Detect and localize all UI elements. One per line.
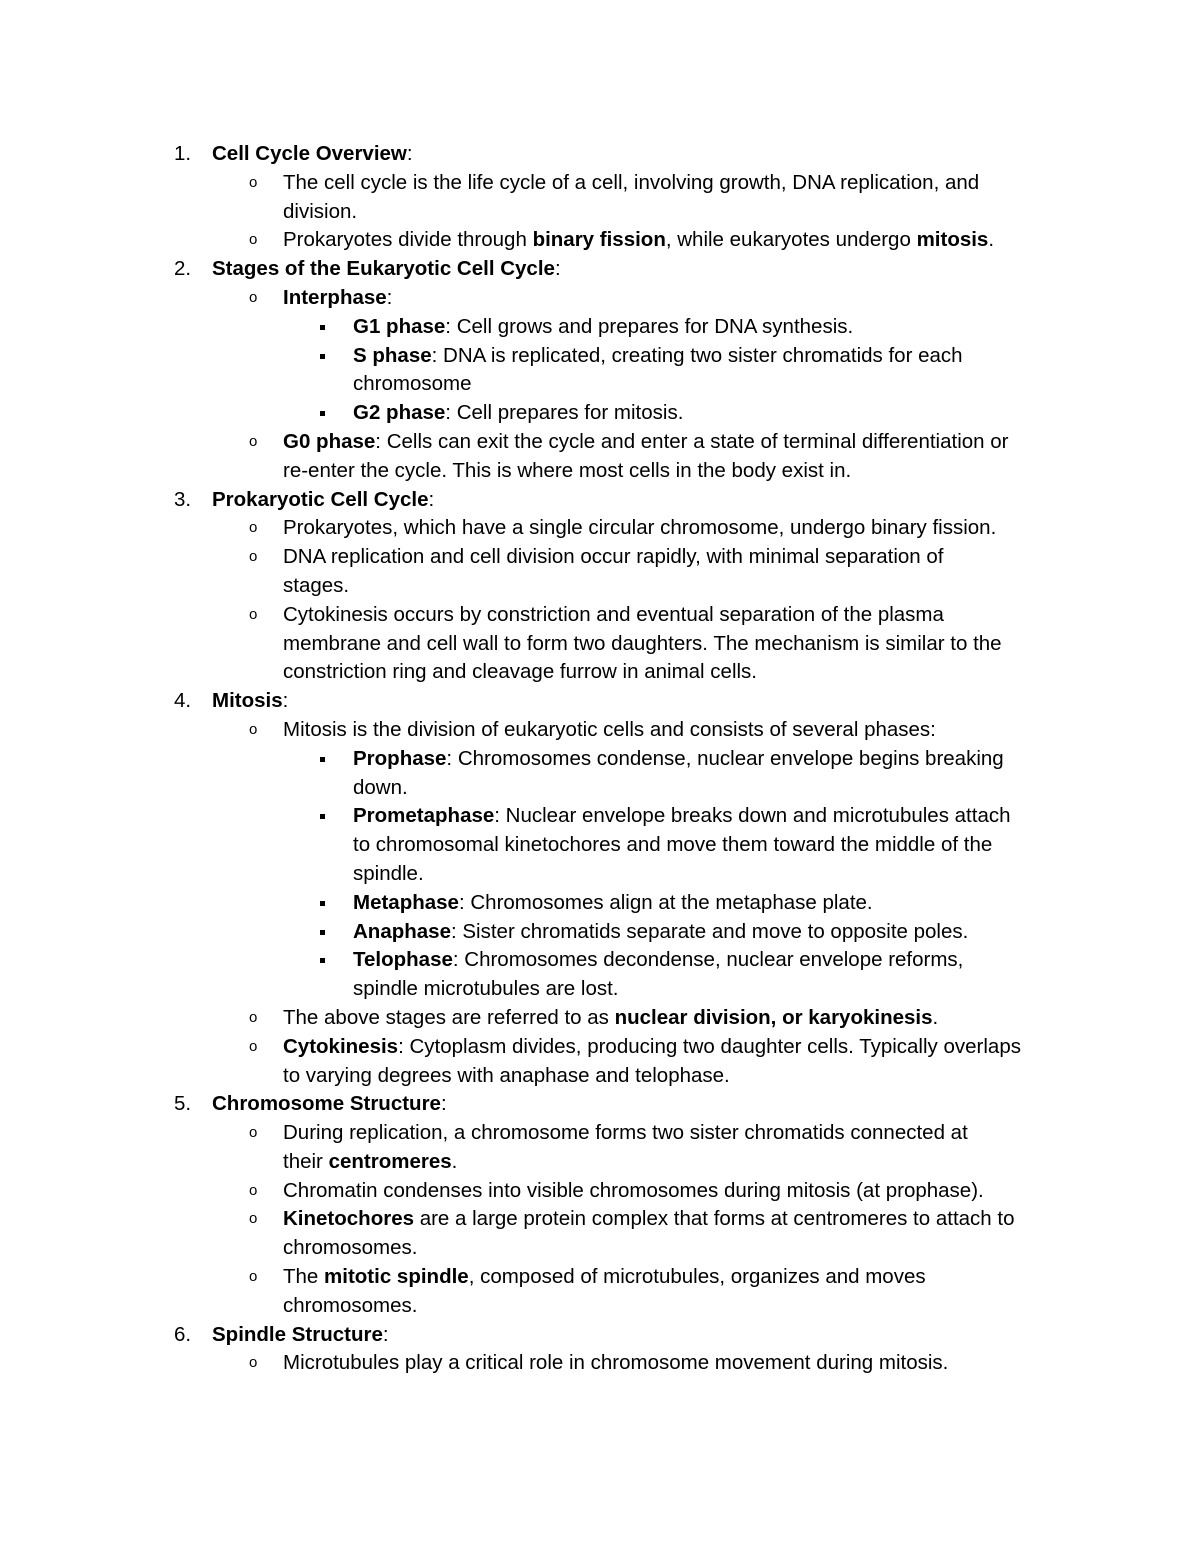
text-line <box>0 601 1200 630</box>
bullet-marker-o: o <box>249 432 258 450</box>
text-run: Microtubules play a critical role in chromosome movement during mitosis. <box>283 1351 949 1375</box>
document-page <box>0 140 1200 1378</box>
section-number: 5. <box>174 1092 192 1116</box>
line-text <box>283 1119 968 1148</box>
line-text <box>283 284 392 313</box>
line-text <box>283 716 936 745</box>
bold-term: Prometaphase <box>353 804 495 828</box>
bullet-marker-o: o <box>249 1037 258 1055</box>
line-text <box>283 543 943 572</box>
section-number: 2. <box>174 257 192 281</box>
section-title-wrap <box>212 687 288 716</box>
line-text <box>283 601 944 630</box>
text-line <box>0 1349 1200 1378</box>
text-run: The above stages are referred to as <box>283 1005 615 1029</box>
text-run: are a large protein complex that forms at centromeres to attach to <box>414 1207 1015 1231</box>
line-text <box>283 1349 948 1378</box>
text-run: : Cell grows and prepares for DNA synthesis. <box>445 314 854 338</box>
text-run: . <box>932 1005 939 1029</box>
text-run: Prokaryotes divide through <box>283 228 533 252</box>
section-heading <box>0 687 1200 716</box>
text-line <box>0 802 1200 831</box>
text-line <box>0 1148 1200 1177</box>
line-text <box>283 514 996 543</box>
text-run: : Cell prepares for mitosis. <box>445 401 684 425</box>
line-text <box>283 1205 1015 1234</box>
text-line <box>0 831 1200 860</box>
line-text <box>283 1263 926 1292</box>
text-run: : Chromosomes decondense, nuclear envelope reforms, <box>452 948 964 972</box>
line-text <box>353 774 408 803</box>
text-run: : Chromosomes align at the metaphase plate. <box>458 890 873 914</box>
line-text <box>283 169 979 198</box>
section-colon: : <box>406 142 413 165</box>
text-run: During replication, a chromosome forms two sister chromatids connected at <box>283 1121 968 1145</box>
text-run: constriction ring and cleavage furrow in animal cells. <box>283 660 758 684</box>
bold-term: Kinetochores <box>283 1207 414 1231</box>
bold-term: G1 phase <box>353 314 446 338</box>
bullet-marker-o: o <box>249 1008 258 1026</box>
bold-term: G0 phase <box>283 429 376 453</box>
text-line <box>0 1234 1200 1263</box>
text-run: chromosomes. <box>283 1293 418 1317</box>
bold-term: Metaphase <box>353 890 459 914</box>
text-line <box>0 543 1200 572</box>
square-bullet-icon <box>320 354 325 359</box>
text-line <box>0 1177 1200 1206</box>
square-bullet-icon <box>320 930 325 935</box>
text-line <box>0 226 1200 255</box>
bullet-marker-o: o <box>249 1124 258 1142</box>
section-heading <box>0 486 1200 515</box>
text-run: Chromatin condenses into visible chromosomes during mitosis (at prophase). <box>283 1178 984 1202</box>
line-text <box>353 889 873 918</box>
section-heading <box>0 1321 1200 1350</box>
text-line <box>0 370 1200 399</box>
text-line <box>0 1062 1200 1091</box>
section-title: Prokaryotic Cell Cycle <box>212 487 429 511</box>
section-title-wrap <box>212 486 434 515</box>
text-line <box>0 399 1200 428</box>
section-number: 3. <box>174 487 192 511</box>
bullet-marker-o: o <box>249 720 258 738</box>
section-colon: : <box>428 487 435 511</box>
text-run: chromosomes. <box>283 1236 418 1260</box>
line-text <box>353 342 963 371</box>
section-colon: : <box>554 257 561 281</box>
text-run: chromosome <box>353 372 472 396</box>
bold-term: G2 phase <box>353 401 446 425</box>
text-line <box>0 572 1200 601</box>
bullet-marker-o: o <box>249 605 258 623</box>
line-text <box>353 313 853 342</box>
text-line <box>0 1205 1200 1234</box>
text-run: : DNA is replicated, creating two sister chromatids for each <box>431 343 963 367</box>
bullet-marker-o: o <box>249 288 258 306</box>
line-text <box>283 226 994 255</box>
bullet-marker-o: o <box>249 231 258 249</box>
text-run: : Cytoplasm divides, producing two daughter cells. Typically overlaps <box>398 1034 1021 1058</box>
text-line <box>0 1292 1200 1321</box>
text-line <box>0 457 1200 486</box>
bold-term: mitotic spindle <box>324 1265 469 1289</box>
text-run: . <box>451 1149 458 1173</box>
line-text <box>283 1148 457 1177</box>
square-bullet-icon <box>320 901 325 906</box>
bullet-marker-o: o <box>249 1181 258 1199</box>
section-colon: : <box>382 1322 389 1346</box>
text-run: Cytokinesis occurs by constriction and eventual separation of the plasma <box>283 602 944 626</box>
section-colon: : <box>282 689 289 713</box>
bullet-marker-o: o <box>249 1210 258 1228</box>
square-bullet-icon <box>320 325 325 330</box>
text-run: : Cells can exit the cycle and enter a state of terminal differentiation or <box>375 429 1009 453</box>
text-run: The <box>283 1265 325 1289</box>
text-run: Prokaryotes, which have a single circular chromosome, undergo binary fission. <box>283 516 997 540</box>
line-text <box>353 370 472 399</box>
section-title: Stages of the Eukaryotic Cell Cycle <box>212 257 555 281</box>
bold-term: Interphase <box>283 285 387 309</box>
text-run: : Chromosomes condense, nuclear envelope begins breaking <box>446 746 1004 770</box>
section-colon: : <box>440 1092 447 1116</box>
bullet-marker-o: o <box>249 173 258 191</box>
square-bullet-icon <box>320 757 325 762</box>
text-line <box>0 313 1200 342</box>
line-text <box>353 918 968 947</box>
text-line <box>0 745 1200 774</box>
line-text <box>283 457 851 486</box>
text-run: , while eukaryotes undergo <box>665 228 917 252</box>
text-line <box>0 946 1200 975</box>
text-run: to chromosomal kinetochores and move them toward the middle of the <box>353 833 993 857</box>
bold-term: centromeres <box>328 1149 452 1173</box>
text-line <box>0 1004 1200 1033</box>
text-line <box>0 658 1200 687</box>
section-heading <box>0 255 1200 284</box>
line-text <box>283 1234 417 1263</box>
bold-term: Cytokinesis <box>283 1034 399 1058</box>
bold-term: S phase <box>353 343 432 367</box>
section-title: Spindle Structure <box>212 1322 383 1346</box>
text-line <box>0 284 1200 313</box>
square-bullet-icon <box>320 814 325 819</box>
text-run: membrane and cell wall to form two daughters. The mechanism is similar to the <box>283 631 1002 655</box>
text-run: spindle. <box>353 861 424 885</box>
bullet-marker-o: o <box>249 1268 258 1286</box>
section-title: Mitosis <box>212 689 283 713</box>
bullet-marker-o: o <box>249 548 258 566</box>
line-text <box>353 975 619 1004</box>
line-text <box>283 1062 730 1091</box>
text-run: stages. <box>283 573 350 597</box>
text-run: division. <box>283 199 358 223</box>
text-line <box>0 514 1200 543</box>
text-run: their <box>283 1149 329 1173</box>
line-text <box>353 946 963 975</box>
square-bullet-icon <box>320 411 325 416</box>
section-number: 4. <box>174 689 192 713</box>
bold-term: Telophase <box>353 948 453 972</box>
line-text <box>353 860 424 889</box>
square-bullet-icon <box>320 958 325 963</box>
text-run: DNA replication and cell division occur rapidly, with minimal separation of <box>283 545 944 569</box>
text-line <box>0 1263 1200 1292</box>
bold-term: nuclear division, or karyokinesis <box>614 1005 933 1029</box>
section-heading <box>0 140 1200 169</box>
bullet-marker-o: o <box>249 1354 258 1372</box>
line-text <box>283 428 1008 457</box>
section-title-wrap <box>212 1321 389 1350</box>
text-line <box>0 630 1200 659</box>
line-text <box>353 745 1004 774</box>
line-text <box>283 1033 1021 1062</box>
line-text <box>283 658 757 687</box>
text-line <box>0 918 1200 947</box>
text-line <box>0 169 1200 198</box>
text-line <box>0 716 1200 745</box>
text-line <box>0 889 1200 918</box>
text-line <box>0 1033 1200 1062</box>
line-text <box>353 802 1011 831</box>
bold-term: binary fission <box>532 228 666 252</box>
bold-term: Prophase <box>353 746 447 770</box>
text-line <box>0 774 1200 803</box>
line-text <box>283 1004 938 1033</box>
text-line <box>0 198 1200 227</box>
text-run: The cell cycle is the life cycle of a cell, involving growth, DNA replication, and <box>283 170 980 194</box>
section-title: Chromosome Structure <box>212 1092 441 1116</box>
section-title-wrap <box>212 255 561 284</box>
text-run: re-enter the cycle. This is where most cells in the body exist in. <box>283 458 852 482</box>
text-line <box>0 860 1200 889</box>
line-text <box>353 399 683 428</box>
line-text <box>283 630 1002 659</box>
section-number: 1. <box>174 142 192 165</box>
text-run: spindle microtubules are lost. <box>353 977 619 1001</box>
text-line <box>0 975 1200 1004</box>
section-title-wrap <box>212 140 413 169</box>
text-run: : <box>386 285 393 309</box>
text-line <box>0 342 1200 371</box>
line-text <box>283 1292 417 1321</box>
section-number: 6. <box>174 1322 192 1346</box>
text-line <box>0 428 1200 457</box>
bold-term: mitosis <box>916 228 989 252</box>
text-run: Mitosis is the division of eukaryotic cells and consists of several phases: <box>283 717 936 741</box>
text-run: down. <box>353 775 408 799</box>
line-text <box>283 572 349 601</box>
line-text <box>283 198 357 227</box>
section-title-wrap <box>212 1090 447 1119</box>
text-run: , composed of microtubules, organizes and moves <box>468 1265 926 1289</box>
section-title: Cell Cycle Overview <box>212 142 407 165</box>
line-text <box>283 1177 984 1206</box>
text-run: to varying degrees with anaphase and telophase. <box>283 1063 730 1087</box>
text-run: . <box>988 228 995 252</box>
bold-term: Anaphase <box>353 919 451 943</box>
bullet-marker-o: o <box>249 519 258 537</box>
section-heading <box>0 1090 1200 1119</box>
text-line <box>0 1119 1200 1148</box>
line-text <box>353 831 992 860</box>
text-run: : Sister chromatids separate and move to opposite poles. <box>450 919 969 943</box>
text-run: : Nuclear envelope breaks down and microtubules attach <box>494 804 1011 828</box>
